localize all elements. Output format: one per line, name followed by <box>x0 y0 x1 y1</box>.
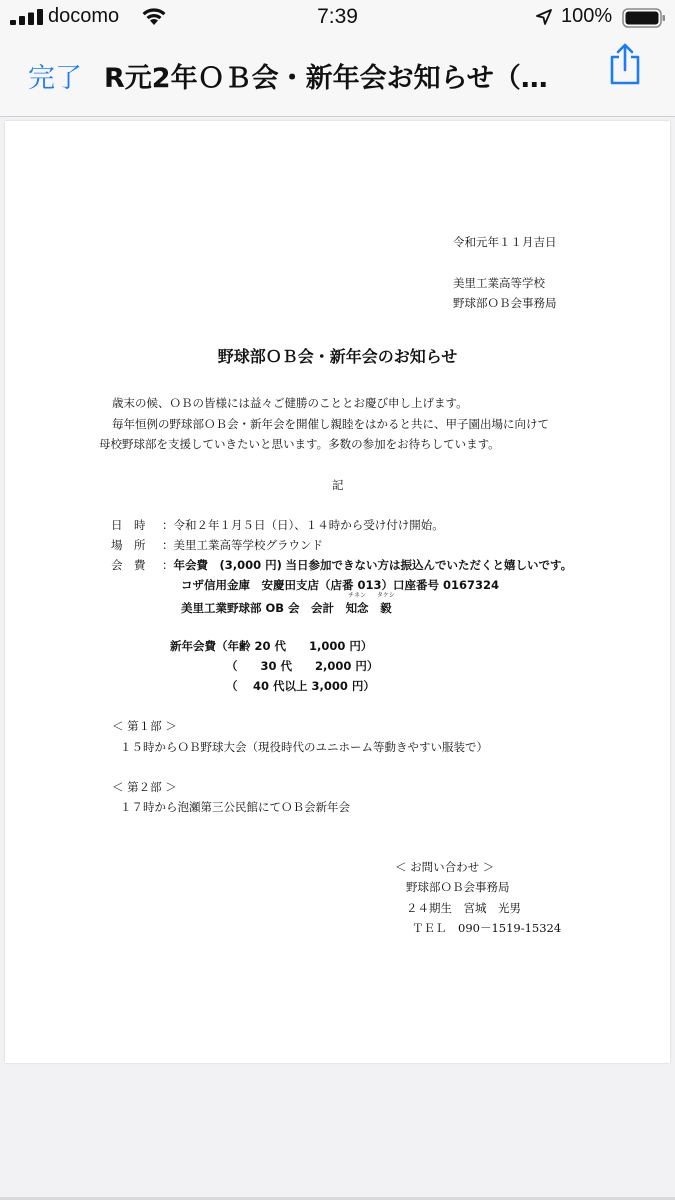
carrier-name: docomo <box>48 5 120 27</box>
part1-header: ＜ 第１部 ＞ <box>112 719 177 733</box>
body-line: 毎年恒例の野球部ＯＢ会・新年会を開催し親睦をはかると共に、甲子園出場に向けて <box>112 417 549 431</box>
fee-line <box>162 558 572 572</box>
share-icon[interactable] <box>608 42 642 86</box>
battery-percentage: 100% <box>561 5 613 27</box>
part2-text: １７時から泡瀬第三公民館にてＯＢ会新年会 <box>120 800 350 814</box>
done-button[interactable]: 完了 <box>28 63 82 94</box>
account-holder <box>181 592 395 615</box>
clock-time: 7:39 <box>317 5 358 28</box>
notice-title: 野球部ＯＢ会・新年会のお知らせ <box>217 347 458 366</box>
surname-reading: チネン <box>348 592 366 599</box>
document-title: R元2年ＯＢ会・新年会お知らせ（… <box>104 63 548 94</box>
bank-info: コザ信用金庫 安慶田支店（店番 013）口座番号 0167324 <box>181 578 500 592</box>
surname: 知念 <box>345 601 369 615</box>
fee-colon: ： <box>162 558 174 572</box>
battery-icon <box>622 8 666 28</box>
document-page[interactable] <box>5 121 670 1063</box>
body-line: 母校野球部を支援していきたいと思います。多数の参加をお待ちしています。 <box>99 437 500 451</box>
contact-tel: ＴＥＬ 090－1519-15324 <box>412 921 562 935</box>
navigation-bar <box>0 36 675 117</box>
datetime-value: ：令和２年１月５日（日）、１４時から受け付け開始。 <box>162 518 444 532</box>
given-name-reading: タケシ <box>376 592 395 599</box>
account-prefix: 美里工業野球部 OB 会 会計 <box>181 601 346 615</box>
datetime-label: 日 時 <box>111 518 146 532</box>
fee-label: 会 費 <box>111 558 146 572</box>
newyear-fee-row: （ 40 代以上 3,000 円） <box>226 679 375 693</box>
part1-text: １５時からＯＢ野球大会（現役時代のユニホーム等動きやすい服装で） <box>120 740 488 754</box>
place-label: 場 所 <box>111 538 146 552</box>
status-bar <box>0 0 675 36</box>
contact-person: ２４期生 宮城 光男 <box>406 901 521 915</box>
contact-office: 野球部ＯＢ会事務局 <box>406 880 510 894</box>
ki-heading: 記 <box>332 478 344 492</box>
newyear-fee-row: 新年会費（年齢 20 代 1,000 円） <box>170 639 373 653</box>
treasurer-surname <box>345 592 369 615</box>
sender-office: 野球部ＯＢ会事務局 <box>453 296 557 310</box>
issue-date: 令和元年１１月吉日 <box>453 235 557 249</box>
contact-header: ＜ お問い合わせ ＞ <box>395 860 495 874</box>
place-value: ：美里工業高等学校グラウンド <box>162 538 323 552</box>
part2-header: ＜ 第２部 ＞ <box>112 780 177 794</box>
annual-fee: 年会費 (3,000 円) <box>173 558 282 572</box>
treasurer-given-name <box>376 592 395 615</box>
body-line: 歳末の候、ＯＢの皆様には益々ご健勝のこととお慶び申し上げます。 <box>112 396 468 410</box>
given-name: 毅 <box>380 601 392 615</box>
newyear-fee-row: （ 30 代 2,000 円） <box>226 659 379 673</box>
fee-note: 当日参加できない方は振込んでいただくと嬉しいです。 <box>285 558 573 572</box>
sender-school: 美里工業高等学校 <box>453 276 545 290</box>
location-arrow-icon <box>536 9 552 25</box>
